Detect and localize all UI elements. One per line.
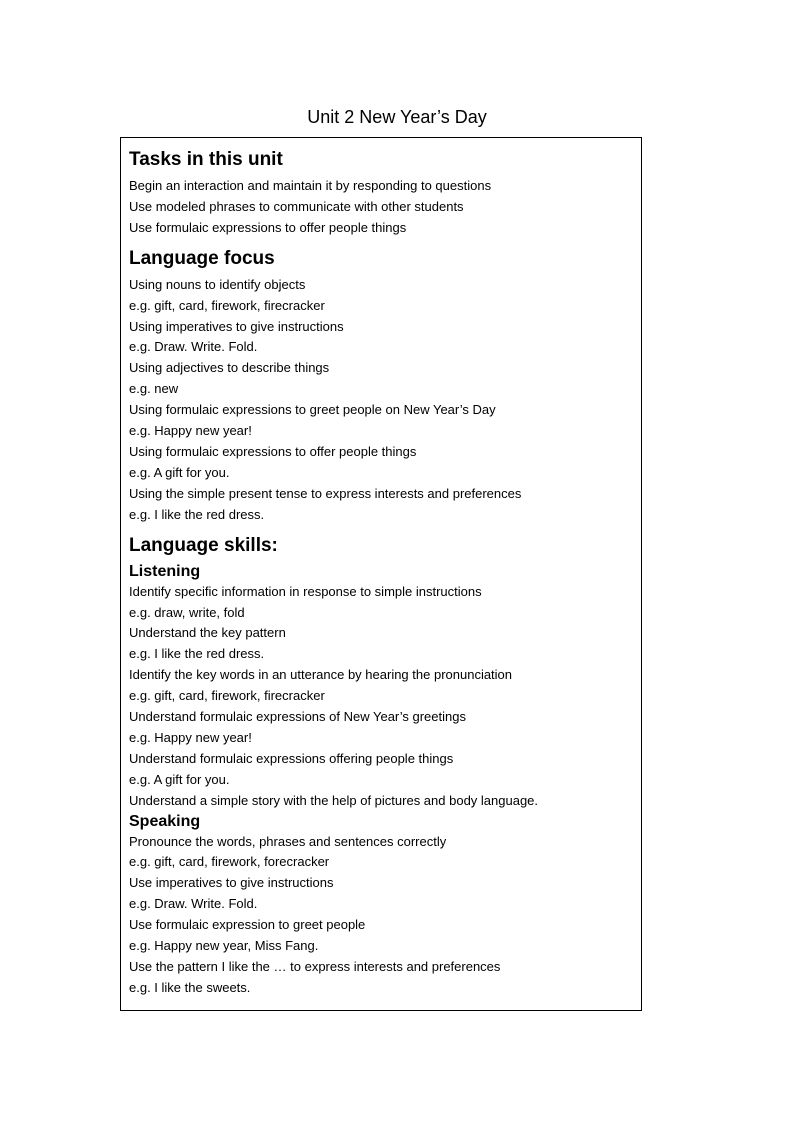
list-item: Understand formulaic expressions of New Year’s greetings xyxy=(129,709,466,725)
unit-content-box xyxy=(120,137,642,1011)
page-title: Unit 2 New Year’s Day xyxy=(307,107,487,127)
list-item: e.g. gift, card, firework, forecracker xyxy=(129,854,330,870)
tasks-list xyxy=(129,176,633,239)
list-item: e.g. A gift for you. xyxy=(129,771,230,787)
list-item: e.g. I like the red dress. xyxy=(129,646,265,662)
language-focus-list xyxy=(129,275,633,526)
list-item: e.g. Draw. Write. Fold. xyxy=(129,896,258,912)
list-item: e.g. gift, card, firework, firecracker xyxy=(129,688,325,704)
list-item: e.g. gift, card, firework, firecracker xyxy=(129,297,325,313)
list-item: Using formulaic expressions to offer people things xyxy=(129,443,417,459)
language-focus-heading: Language focus xyxy=(129,247,275,269)
list-item: Pronounce the words, phrases and sentences correctly xyxy=(129,833,447,849)
list-item: e.g. Draw. Write. Fold. xyxy=(129,339,258,355)
list-item: Use modeled phrases to communicate with other students xyxy=(129,198,464,214)
language-skills-section xyxy=(129,534,633,999)
list-item: e.g. Happy new year! xyxy=(129,423,252,439)
list-item: Understand the key pattern xyxy=(129,625,286,641)
list-item: Use imperatives to give instructions xyxy=(129,875,334,891)
list-item: Use formulaic expression to greet people xyxy=(129,917,366,933)
list-item: Using adjectives to describe things xyxy=(129,360,330,376)
list-item: Begin an interaction and maintain it by responding to questions xyxy=(129,178,492,193)
list-item: e.g. I like the sweets. xyxy=(129,979,251,995)
list-item: e.g. Happy new year! xyxy=(129,729,252,745)
list-item: Identify specific information in response to simple instructions xyxy=(129,583,482,599)
list-item: Using imperatives to give instructions xyxy=(129,318,344,334)
speaking-heading: Speaking xyxy=(129,812,201,830)
list-item: Understand formulaic expressions offering people things xyxy=(129,750,454,766)
list-item: e.g. Happy new year, Miss Fang. xyxy=(129,938,319,954)
list-item: Use the pattern I like the … to express interests and preferences xyxy=(129,959,501,974)
list-item: e.g. draw, write, fold xyxy=(129,604,245,620)
language-skills-heading: Language skills: xyxy=(129,534,278,556)
list-item: Use formulaic expressions to offer people things xyxy=(129,219,407,235)
tasks-section xyxy=(129,138,633,239)
list-item: Understand a simple story with the help of pictures and body language. xyxy=(129,792,539,808)
tasks-heading: Tasks in this unit xyxy=(129,149,283,170)
list-item: Identify the key words in an utterance by hearing the pronunciation xyxy=(129,667,513,683)
language-focus-section xyxy=(129,247,633,526)
list-item: Using the simple present tense to express interests and preferences xyxy=(129,485,522,501)
list-item: e.g. I like the red dress. xyxy=(129,506,265,522)
listening-heading: Listening xyxy=(129,562,201,580)
list-item: Using nouns to identify objects xyxy=(129,276,306,292)
speaking-list xyxy=(129,832,633,999)
listening-list xyxy=(129,582,633,812)
list-item: e.g. A gift for you. xyxy=(129,464,230,480)
list-item: Using formulaic expressions to greet people on New Year’s Day xyxy=(129,402,496,418)
list-item: e.g. new xyxy=(129,381,179,397)
